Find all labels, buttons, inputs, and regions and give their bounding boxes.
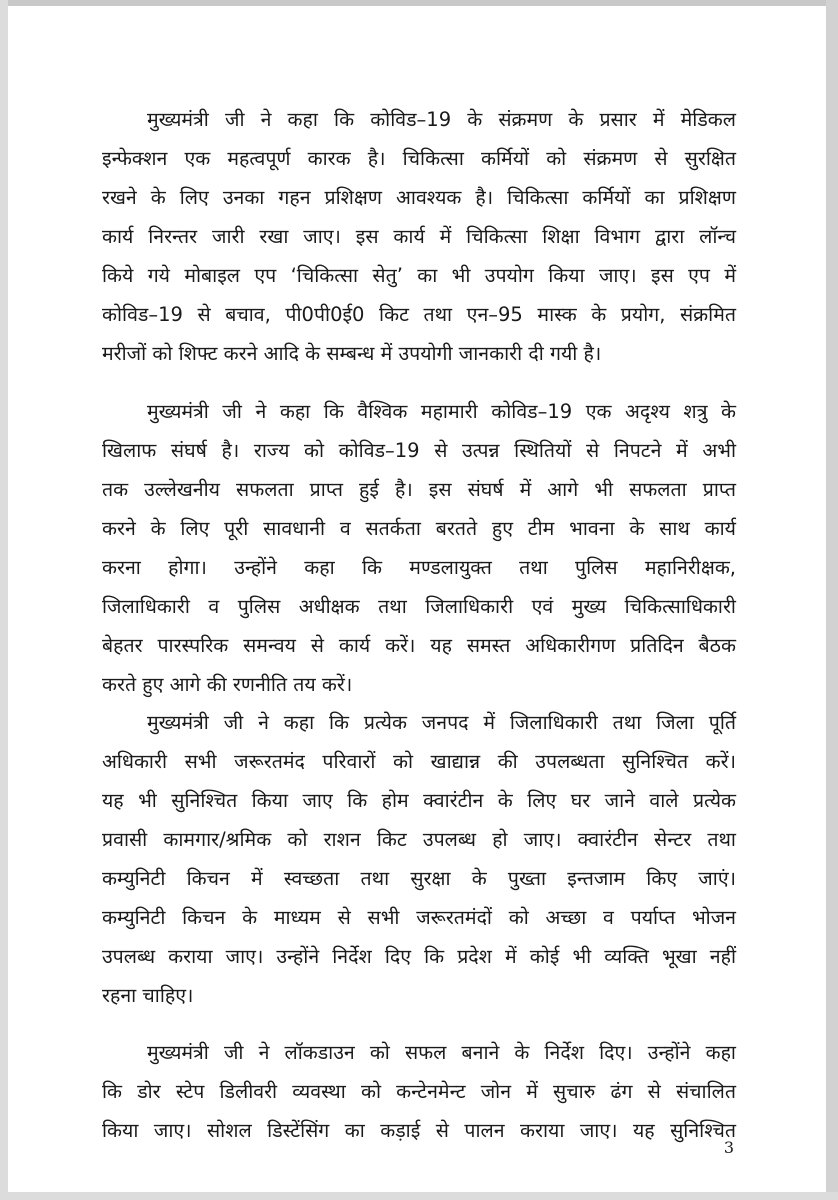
paragraph-line: कोविड–19 से बचाव, पी0पी0ई0 किट तथा एन–95 मास्क के प्रयोग, संक्रमित [102, 303, 736, 326]
paragraph-line: किया जाए। सोशल डिस्टेंसिंग का कड़ाई से पालन कराया जाए। यह सुनिश्चित [102, 1119, 736, 1142]
paragraph-line: इन्फेक्शन एक महत्वपूर्ण कारक है। चिकित्सा कर्मियों को संक्रमण से सुरक्षित [102, 147, 736, 170]
paragraph-line: मुख्यमंत्री जी ने कहा कि कोविड–19 के संक्रमण के प्रसार में मेडिकल [147, 108, 736, 131]
paragraph-line: करना होगा। उन्होंने कहा कि मण्डलायुक्त तथा पुलिस महानिरीक्षक, [102, 556, 736, 579]
page-edge-right [826, 0, 838, 1200]
paragraph-line: रहना चाहिए। [102, 984, 194, 1007]
paragraph-line: कम्युनिटी किचन के माध्यम से सभी जरूरतमंदों को अच्छा व पर्याप्त भोजन [102, 906, 736, 929]
page-number: 3 [723, 1138, 734, 1157]
paragraph-line: यह भी सुनिश्चित किया जाए कि होम क्वारंटीन के लिए घर जाने वाले प्रत्येक [102, 789, 736, 812]
paragraph-line: तक उल्लेखनीय सफलता प्राप्त हुई है। इस संघर्ष में आगे भी सफलता प्राप्त [102, 478, 736, 501]
paragraph-line: बेहतर पारस्परिक समन्वय से कार्य करें। यह समस्त अधिकारीगण प्रतिदिन बैठक [102, 634, 736, 657]
paragraph-line: मुख्यमंत्री जी ने कहा कि वैश्विक महामारी कोविड–19 एक अदृश्य शत्रु के [147, 400, 736, 423]
paragraph-line: कम्युनिटी किचन में स्वच्छता तथा सुरक्षा के पुख्ता इन्तजाम किए जाएं। [102, 867, 736, 890]
paragraph-line: करते हुए आगे की रणनीति तय करें। [102, 673, 353, 696]
paragraph-line: जिलाधिकारी व पुलिस अधीक्षक तथा जिलाधिकारी एवं मुख्य चिकित्साधिकारी [102, 595, 736, 618]
paragraph-line: रखने के लिए उनका गहन प्रशिक्षण आवश्यक है। चिकित्सा कर्मियों का प्रशिक्षण [102, 186, 736, 209]
paragraph-3 [102, 703, 736, 1015]
paragraph-2 [102, 392, 736, 704]
page-edge-left [0, 0, 8, 1200]
paragraph-line: कि डोर स्टेप डिलीवरी व्यवस्था को कन्टेनमेन्ट जोन में सुचारु ढंग से संचालित [102, 1080, 736, 1103]
paragraph-line: मुख्यमंत्री जी ने कहा कि प्रत्येक जनपद में जिलाधिकारी तथा जिला पूर्ति [147, 711, 736, 734]
paragraph-line: मुख्यमंत्री जी ने लॉकडाउन को सफल बनाने के निर्देश दिए। उन्होंने कहा [147, 1041, 736, 1064]
paragraph-line: कार्य निरन्तर जारी रखा जाए। इस कार्य में चिकित्सा शिक्षा विभाग द्वारा लॉन्च [102, 225, 736, 248]
paragraph-line: उपलब्ध कराया जाए। उन्होंने निर्देश दिए कि प्रदेश में कोई भी व्यक्ति भूखा नहीं [102, 945, 736, 968]
paragraph-line: करने के लिए पूरी सावधानी व सतर्कता बरतते हुए टीम भावना के साथ कार्य [102, 517, 736, 540]
paragraph-1 [102, 100, 736, 373]
paragraph-4 [102, 1033, 736, 1150]
page-edge-bottom [0, 1192, 838, 1200]
paragraph-line: प्रवासी कामगार/श्रमिक को राशन किट उपलब्ध हो जाए। क्वारंटीन सेन्टर तथा [102, 828, 736, 851]
page-edge-top [0, 0, 838, 6]
paragraph-line: मरीजों को शिफ्ट करने आदि के सम्बन्ध में उपयोगी जानकारी दी गयी है। [102, 342, 602, 365]
paragraph-line: अधिकारी सभी जरूरतमंद परिवारों को खाद्यान्न की उपलब्धता सुनिश्चित करें। [102, 750, 736, 773]
paragraph-line: किये गये मोबाइल एप ‘चिकित्सा सेतु’ का भी उपयोग किया जाए। इस एप में [102, 264, 736, 287]
paragraph-line: खिलाफ संघर्ष है। राज्य को कोविड–19 से उत्पन्न स्थितियों से निपटने में अभी [102, 439, 736, 462]
